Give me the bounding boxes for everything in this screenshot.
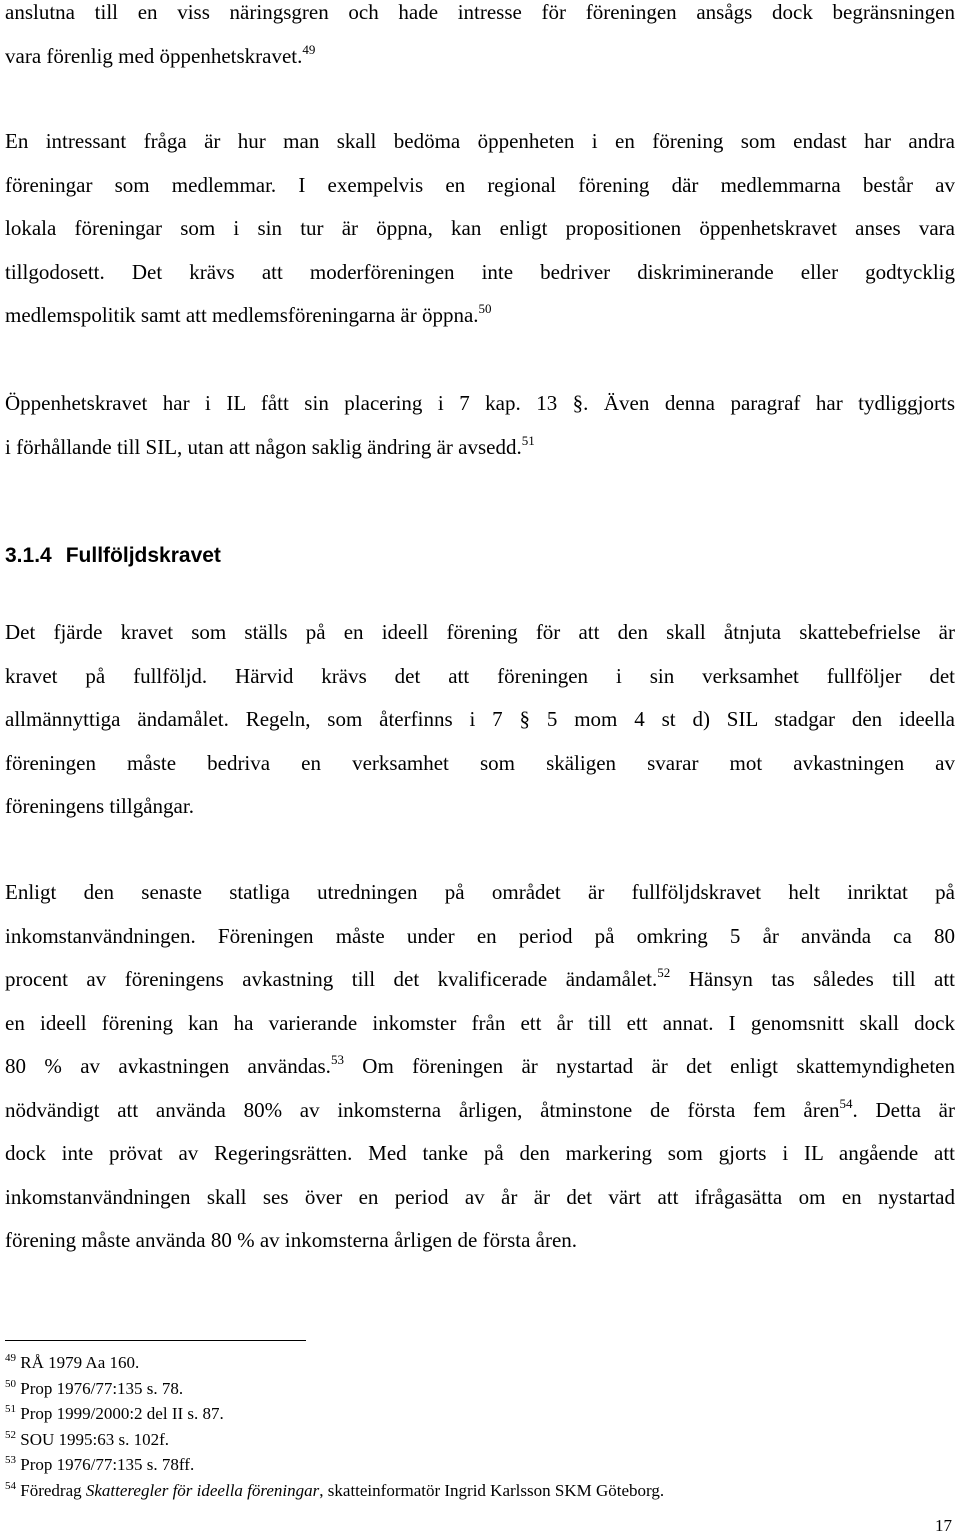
line-text: procent av föreningens avkastning till det kvalificerade ändamålet. xyxy=(5,967,658,991)
text-line xyxy=(5,0,955,35)
footnote-marker: 54 xyxy=(839,1095,853,1111)
text-line xyxy=(5,1002,955,1046)
footnote xyxy=(5,1350,664,1376)
line-text: i förhållande till SIL, utan att någon saklig ändring är avsedd. xyxy=(5,434,522,459)
footnote-text-continued: , skatteinformatör Ingrid Karlsson SKM Göteborg. xyxy=(319,1480,665,1500)
footnote-number: 51 xyxy=(5,1403,16,1415)
text-line xyxy=(5,958,955,1002)
line-text: föreningen måste bedriva en verksamhet som skäligen svarar mot avkastningen av xyxy=(5,750,955,775)
text-line xyxy=(5,655,955,699)
footnote-text: Prop 1976/77:135 s. 78. xyxy=(20,1378,184,1398)
footnote-text: RÅ 1979 Aa 160. xyxy=(20,1353,140,1372)
footnote xyxy=(5,1376,664,1402)
footnote-text: Föredrag xyxy=(20,1480,86,1500)
footnote-marker: 50 xyxy=(478,301,492,316)
line-text: nödvändigt att använda 80% av inkomsterna årligen, åtminstone de första fem åren xyxy=(5,1097,840,1122)
text-line xyxy=(5,785,955,829)
paragraph-il-placement xyxy=(5,382,955,469)
line-text: föreningens tillgångar. xyxy=(5,794,194,818)
text-line xyxy=(5,35,955,79)
paragraph-fullfoljd-requirement xyxy=(5,611,955,829)
paragraph-open-membership xyxy=(5,120,955,338)
text-line xyxy=(5,871,955,915)
text-line xyxy=(5,698,955,742)
footnote-marker: 53 xyxy=(330,1052,344,1067)
text-line xyxy=(5,1045,955,1089)
text-line xyxy=(5,742,955,786)
footnote xyxy=(5,1401,664,1427)
section-title: Fullföljdskravet xyxy=(65,544,221,567)
footnote-marker: 52 xyxy=(657,965,671,980)
footnote-number: 49 xyxy=(5,1352,16,1364)
footnotes xyxy=(5,1350,664,1503)
footnote-marker: 51 xyxy=(521,432,535,448)
text-line xyxy=(5,1089,955,1133)
line-text: vara förenlig med öppenhetskravet. xyxy=(5,43,303,68)
line-text-continued: Om föreningen är nystartad är det enligt skattemyndigheten xyxy=(343,1054,955,1078)
text-line xyxy=(5,120,955,164)
line-text: En intressant fråga är hur man skall bedöma öppenheten i en förening som endast har andra xyxy=(5,129,955,153)
text-line xyxy=(5,382,955,426)
footnote-separator xyxy=(5,1340,306,1341)
section-heading xyxy=(5,540,221,572)
footnote-text: Prop 1999/2000:2 del II s. 87. xyxy=(20,1404,224,1423)
line-text: kravet på fullföljd. Härvid krävs det att föreningen i sin verksamhet fullföljer det xyxy=(5,663,955,688)
footnote-text: Prop 1976/77:135 s. 78ff. xyxy=(20,1455,195,1474)
text-line xyxy=(5,1219,955,1263)
line-text: tillgodosett. Det krävs att moderföreningen inte bedriver diskriminerande eller godtycklig xyxy=(5,259,955,284)
paragraph-continuation xyxy=(5,0,955,78)
paragraph-income-usage xyxy=(5,871,955,1263)
text-line xyxy=(5,251,955,295)
line-text: Det fjärde kravet som ställs på en ideell förening för att den skall åtnjuta skattebefrielse är xyxy=(5,620,955,644)
line-text-continued: Hänsyn tas således till att xyxy=(670,967,955,991)
section-number: 3.1.4 xyxy=(5,544,52,567)
footnote xyxy=(5,1478,664,1504)
line-text: förening måste använda 80 % av inkomsterna årligen de första åren. xyxy=(5,1228,578,1252)
line-text: föreningar som medlemmar. I exempelvis en regional förening där medlemmarna består av xyxy=(5,172,955,197)
text-line xyxy=(5,611,955,655)
text-line xyxy=(5,207,955,251)
footnote-number: 50 xyxy=(5,1377,16,1390)
text-line xyxy=(5,1132,955,1176)
line-text: inkomstanvändningen skall ses över en period av år är det värt att ifrågasätta om en nystartad xyxy=(5,1184,955,1209)
text-line xyxy=(5,294,955,338)
page-number: 17 xyxy=(935,1516,952,1535)
text-line xyxy=(5,164,955,208)
line-text: anslutna till en viss näringsgren och hade intresse för föreningen ansågs dock begränsningen xyxy=(5,0,955,24)
line-text: en ideell förening kan ha varierande inkomster från ett år till ett annat. I genomsnitt skall dock xyxy=(5,1010,955,1035)
footnote xyxy=(5,1452,664,1478)
line-text: inkomstanvändningen. Föreningen måste under en period på omkring 5 år använda ca 80 xyxy=(5,923,955,948)
line-text: medlemspolitik samt att medlemsföreningarna är öppna. xyxy=(5,303,479,327)
line-text-continued: . Detta är xyxy=(852,1097,955,1122)
line-text: Enligt den senaste statliga utredningen på området är fullföljdskravet helt inriktat på xyxy=(5,880,955,904)
footnote-title: Skatteregler för ideella föreningar xyxy=(85,1480,320,1500)
footnote-number: 54 xyxy=(5,1479,16,1492)
footnote-marker: 49 xyxy=(302,41,316,57)
footnote-number: 52 xyxy=(5,1428,16,1441)
line-text: 80 % av avkastningen användas. xyxy=(5,1054,331,1078)
line-text: dock inte prövat av Regeringsrätten. Med tanke på den markering som gjorts i IL angående att xyxy=(5,1141,955,1165)
footnote-text: SOU 1995:63 s. 102f. xyxy=(20,1429,170,1449)
footnote xyxy=(5,1427,664,1453)
footnote-number: 53 xyxy=(5,1454,16,1466)
text-line xyxy=(5,915,955,959)
line-text: lokala föreningar som i sin tur är öppna, kan enligt propositionen öppenhetskravet anses vara xyxy=(5,216,955,240)
line-text: Öppenhetskravet har i IL fått sin placering i 7 kap. 13 §. Även denna paragraf har tydliggjorts xyxy=(5,391,955,415)
text-line xyxy=(5,1176,955,1220)
text-line xyxy=(5,426,955,470)
line-text: allmännyttiga ändamålet. Regeln, som återfinns i 7 § 5 mom 4 st d) SIL stadgar den ideella xyxy=(5,707,955,731)
